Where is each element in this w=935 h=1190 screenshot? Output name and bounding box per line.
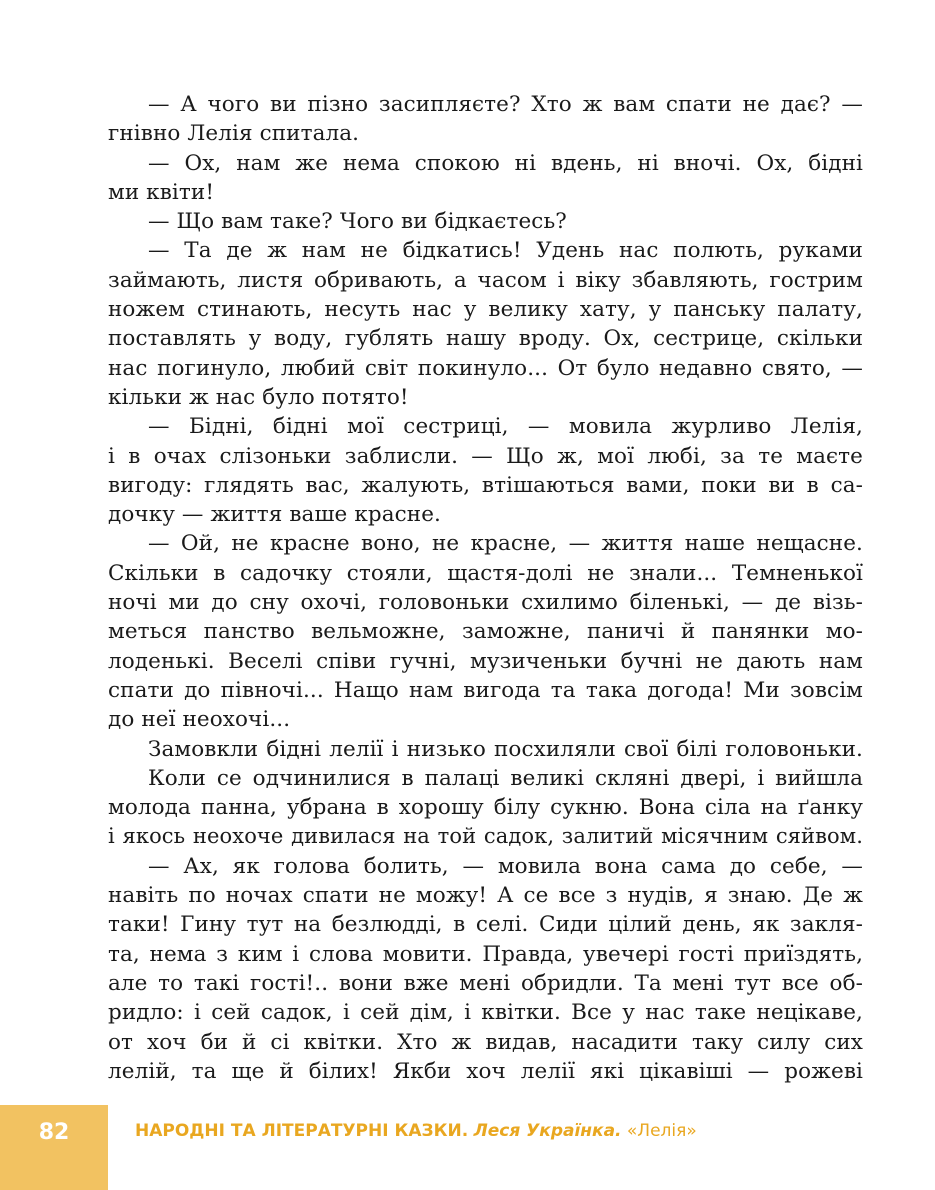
text-line: — Ой, не красне воно, не красне, — життя наше нещасне. (148, 531, 863, 557)
text-line: таки! Гину тут на безлюдді, в селі. Сиди цілий день, як закля- (108, 912, 863, 938)
text-line: ридло: і сей садок, і сей дім, і квітки. Все у нас таке нецікаве, (108, 1000, 863, 1026)
text-line: і в очах слізоньки заблисли. — Що ж, мої любі, за те маєте (108, 443, 863, 469)
text-line: Скільки в садочку стояли, щастя-долі не знали... Темненької (108, 560, 863, 586)
text-line: — Ох, нам же нема спокою ні вдень, ні вночі. Ох, бідні (148, 150, 863, 176)
text-line: кільки ж нас було потято! (108, 384, 409, 410)
text-line: — Бідні, бідні мої сестриці, — мовила журливо Лелія, (148, 414, 863, 440)
text-line: молода панна, убрана в хорошу білу сукню. Вона сіла на ґанку (108, 795, 863, 821)
text-line: лоденькі. Веселі співи гучні, музиченьки бучні не дають нам (108, 648, 863, 674)
text-line: до неї неохочі... (108, 707, 291, 733)
text-line: займають, листя обривають, а часом і віку збавляють, гострим (108, 267, 863, 293)
text-line: поставлять у воду, гублять нашу вроду. Ох, сестрице, скільки (108, 326, 863, 352)
text-line: та, нема з ким і слова мовити. Правда, увечері гості приїздять, (108, 941, 863, 967)
story-text (108, 90, 863, 1086)
page-number-tab (0, 1105, 108, 1190)
text-line: меться панство вельможне, заможне, паничі й панянки мо- (108, 619, 863, 645)
text-line: — Ах, як голова болить, — мовила вона сама до себе, — (148, 853, 863, 879)
text-line: нас погинуло, любий світ покинуло... От було недавно свято, — (108, 355, 863, 381)
page-number: 82 (38, 1120, 70, 1145)
text-line: — Що вам таке? Чого ви бідкаєтесь? (148, 209, 567, 235)
text-line: гнівно Лелія спитала. (108, 121, 360, 147)
text-line: ми квіти! (108, 179, 215, 205)
text-line: дочку — життя ваше красне. (108, 502, 441, 528)
running-head-section: НАРОДНІ ТА ЛІТЕРАТУРНІ КАЗКИ. (135, 1121, 469, 1141)
running-head-author: Леся Українка. (473, 1121, 622, 1141)
text-line: Коли се одчинилися в палаці великі скляні двері, і вийшла (148, 765, 863, 791)
text-line: вигоду: глядять вас, жалують, втішаються вами, поки ви в са- (108, 472, 863, 498)
text-line: — А чого ви пізно засипляєте? Хто ж вам спати не дає? — (148, 92, 863, 117)
text-line: навіть по ночах спати не можу! А се все з нудів, я знаю. Де ж (108, 883, 863, 909)
text-line: от хоч би й сі квітки. Хто ж видав, насадити таку силу сих (108, 1029, 863, 1055)
running-head-work: «Лелія» (626, 1121, 697, 1141)
text-line: спати до півночі... Нащо нам вигода та така догода! Ми зовсім (108, 677, 863, 703)
text-line: лелій, та ще й білих! Якби хоч лелії які цікавіші — рожеві (108, 1058, 863, 1084)
text-line: Замовкли бідні лелії і низько посхиляли свої білі головоньки. (148, 736, 863, 762)
running-head (135, 1121, 697, 1141)
text-line: і якось неохоче дивилася на той садок, залитий місячним сяйвом. (108, 824, 863, 849)
text-line: ножем стинають, несуть нас у велику хату, у панську палату, (108, 297, 863, 323)
text-line: — Та де ж нам не бідкатись! Удень нас полють, руками (148, 238, 863, 264)
text-line: але то такі гості!.. вони вже мені обридли. Та мені тут все об- (108, 970, 863, 996)
text-line: ночі ми до сну охочі, головоньки схилимо біленькі, — де візь- (108, 590, 863, 616)
